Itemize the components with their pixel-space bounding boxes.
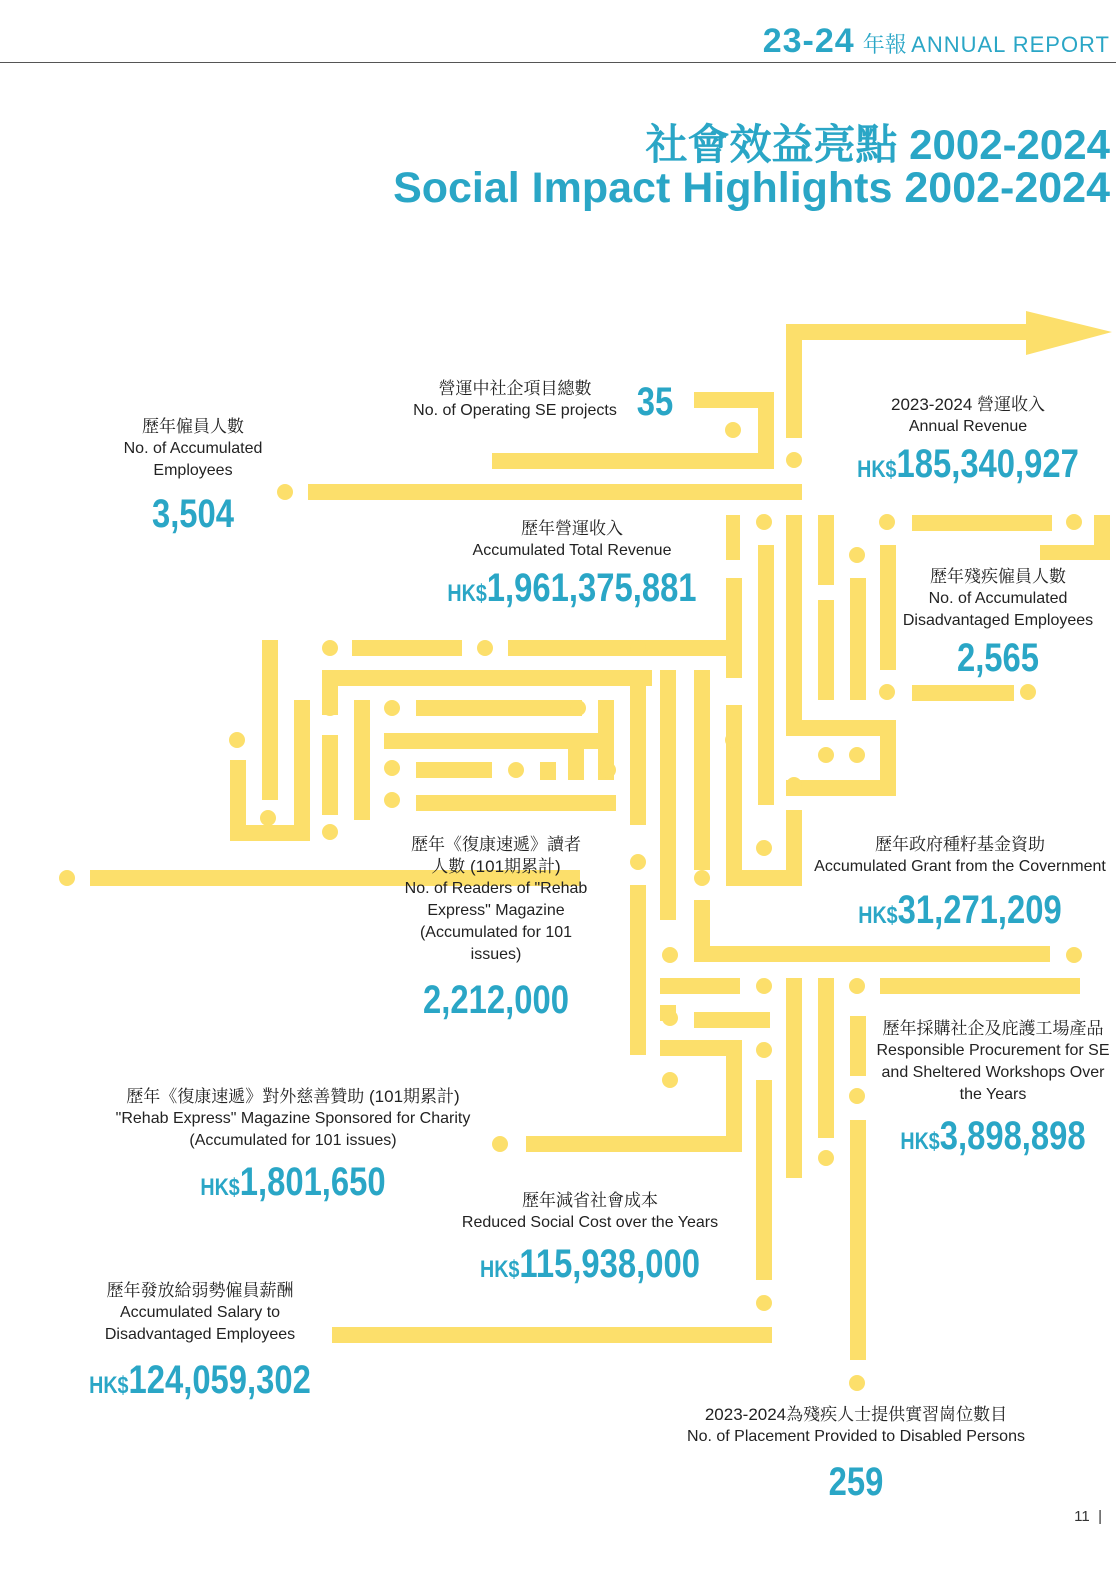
stat-label-en: Express" Magazine <box>427 902 565 919</box>
stat-label-en: Employees <box>153 462 233 479</box>
stat-label-en: No. of Operating SE projects <box>413 402 617 419</box>
stat-label-en: (Accumulated for 101 issues) <box>189 1132 397 1149</box>
page-title-en: Social Impact Highlights 2002-2024 <box>393 164 1110 212</box>
page-separator: | <box>1098 1508 1102 1525</box>
stat-label-en: "Rehab Express" Magazine Sponsored for Charity <box>115 1110 471 1127</box>
stat-value: 3,898,898 <box>939 1114 1086 1158</box>
stat-value: 3,504 <box>151 492 235 536</box>
stat-value: 259 <box>828 1460 884 1504</box>
stat-procurement <box>870 1018 1116 1166</box>
page-number <box>1074 1508 1102 1525</box>
stat-label-zh: 歷年發放給弱勢僱員薪酬 <box>106 1281 294 1300</box>
header-en: ANNUAL REPORT <box>911 32 1110 57</box>
stat-placement <box>656 1404 1056 1506</box>
stat-value: 2,212,000 <box>423 978 569 1022</box>
stat-label-en: Annual Revenue <box>908 418 1028 435</box>
stat-value-wrap <box>892 1112 1094 1166</box>
stat-label-en: Accumulated Grant from the Covernment <box>814 858 1106 875</box>
currency-label: HK$ <box>447 580 487 607</box>
stat-label-zh: 歷年政府種籽基金資助 <box>875 835 1045 854</box>
stat-value: 115,938,000 <box>519 1242 700 1286</box>
stat-value-wrap <box>467 1240 713 1294</box>
stat-operating-value-wrap <box>620 378 690 426</box>
stat-reduced-social-cost <box>440 1190 740 1294</box>
stat-label-zh: 人數 (101期累計) <box>431 857 561 876</box>
stat-label-en: No. of Accumulated <box>928 590 1068 607</box>
page-number-value: 11 <box>1074 1508 1090 1525</box>
stat-annual-revenue <box>830 394 1106 494</box>
stat-label-en: No. of Readers of "Rehab <box>404 880 588 897</box>
stat-operating-se <box>410 378 620 422</box>
stat-label-en: the Years <box>959 1086 1027 1103</box>
stat-value: 1,801,650 <box>239 1160 386 1204</box>
currency-label: HK$ <box>858 902 898 929</box>
stat-value: 35 <box>636 380 674 424</box>
stat-value: 2,565 <box>956 636 1040 680</box>
header-year: 23-24 <box>762 22 855 60</box>
stat-label-zh: 歷年採購社企及庇護工場產品 <box>882 1019 1104 1038</box>
header-zh: 年報 <box>862 32 907 57</box>
stat-label-en: Accumulated Total Revenue <box>472 542 672 559</box>
currency-label: HK$ <box>900 1128 940 1155</box>
stat-label-en: (Accumulated for 101 <box>419 924 573 941</box>
stat-label-zh: 歷年《復康速遞》對外慈善贊助 (101期累計) <box>126 1087 460 1106</box>
stat-label-en: Disadvantaged Employees <box>902 612 1094 629</box>
stat-value-wrap <box>431 564 713 618</box>
stat-label-zh: 歷年營運收入 <box>521 519 623 538</box>
stat-label-zh: 營運中社企項目總數 <box>438 379 592 398</box>
stat-label-en: Reduced Social Cost over the Years <box>461 1214 719 1231</box>
stat-label-en: Disadvantaged Employees <box>104 1326 296 1343</box>
currency-label: HK$ <box>857 456 897 483</box>
stat-label-en: No. of Placement Provided to Disabled Persons <box>687 1428 1025 1445</box>
stat-value: 1,961,375,881 <box>486 566 697 610</box>
stat-salary <box>50 1280 350 1410</box>
stat-value-wrap <box>77 1356 323 1410</box>
stat-value: 185,340,927 <box>896 442 1079 486</box>
stat-label-zh: 歷年僱員人數 <box>142 417 244 436</box>
stat-value: 31,271,209 <box>897 888 1062 932</box>
stat-accumulated-employees <box>100 416 286 538</box>
stat-label-en: and Sheltered Workshops Over <box>881 1064 1105 1081</box>
stat-value-wrap <box>141 1158 444 1212</box>
stat-disadvantaged-employees <box>900 566 1096 682</box>
page-title-zh: 社會效益亮點 2002-2024 <box>645 121 1110 168</box>
report-header <box>763 22 1110 61</box>
stat-label-zh: 2023-2024為殘疾人士提供實習崗位數目 <box>704 1405 1008 1424</box>
arrow-head <box>1026 311 1112 355</box>
stat-label-en: Responsible Procurement for SE <box>876 1042 1110 1059</box>
stat-readers <box>390 834 602 1024</box>
stat-label-en: Accumulated Salary to <box>119 1304 281 1321</box>
stat-value-wrap <box>855 440 1081 494</box>
stat-label-zh: 2023-2024 營運收入 <box>890 395 1046 414</box>
currency-label: HK$ <box>89 1372 129 1399</box>
stat-charity-sponsorship <box>108 1086 478 1212</box>
stat-label-zh: 歷年殘疾僱員人數 <box>930 567 1066 586</box>
currency-label: HK$ <box>480 1256 520 1283</box>
stat-total-revenue <box>400 518 744 618</box>
header-rule <box>0 62 1116 63</box>
currency-label: HK$ <box>200 1174 240 1201</box>
stat-government-grant <box>806 834 1114 940</box>
stat-value: 124,059,302 <box>128 1358 311 1402</box>
stat-value-wrap <box>834 886 1087 940</box>
stat-label-en: issues) <box>470 946 522 963</box>
stat-label-en: No. of Accumulated <box>123 440 263 457</box>
stat-label-zh: 歷年《復康速遞》讀者 <box>411 835 581 854</box>
stat-label-zh: 歷年減省社會成本 <box>522 1191 658 1210</box>
